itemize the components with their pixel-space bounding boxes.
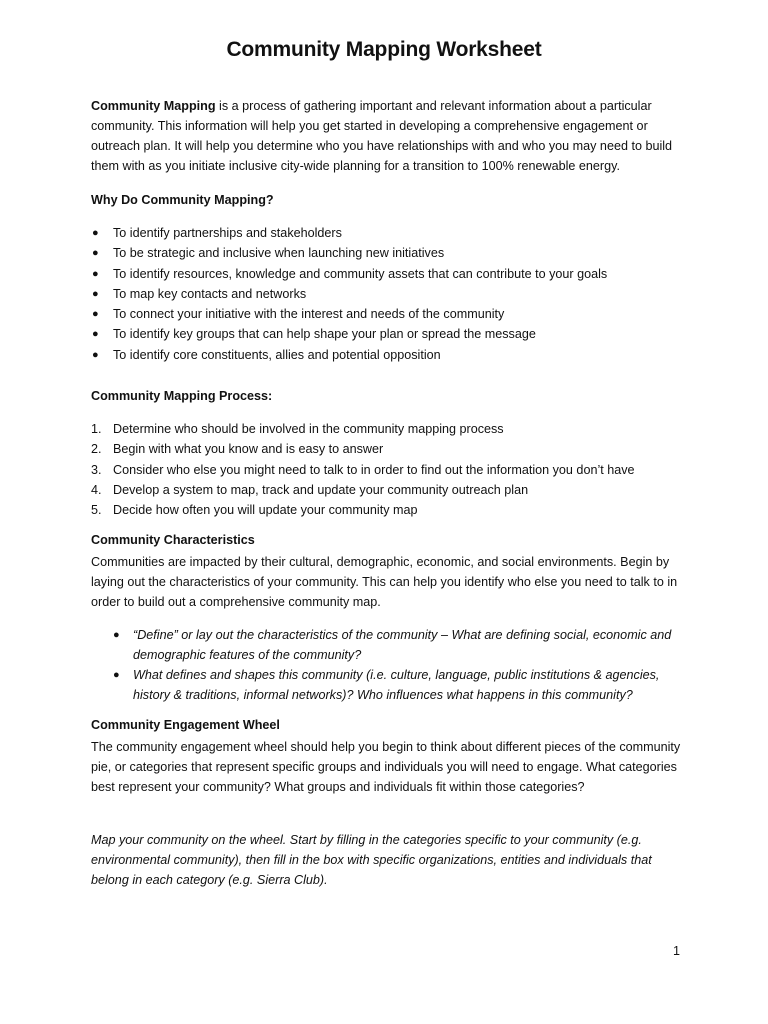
- bullet-icon: ●: [92, 348, 99, 361]
- list-item: ● What defines and shapes this community (i.e. culture, language, public institutions & agencies, history & traditions, informal networks)? Who influences what happens in this community?: [113, 665, 673, 705]
- page-title: Community Mapping Worksheet: [226, 38, 542, 61]
- list-item: 3. Consider who else you might need to talk to in order to find out the information you don’t have: [91, 460, 691, 480]
- list-item: ● To identify partnerships and stakeholders: [91, 223, 691, 243]
- intro-paragraph: [91, 96, 681, 176]
- bullet-icon: ●: [92, 287, 99, 300]
- intro-text: is a process of gathering important and relevant information about a particular community. This information will help you get started in developing a comprehensive engagement or outreach plan. It will help you determine who you have relationships with and who you may need to build them with as you initiate inclusive city-wide planning for a transition to 100% renewable energy.: [91, 99, 673, 173]
- list-item: 1. Determine who should be involved in the community mapping process: [91, 419, 691, 439]
- list-number: 5.: [91, 503, 102, 518]
- process-list: [91, 419, 691, 520]
- bullet-icon: ●: [113, 629, 120, 641]
- why-list: [91, 223, 691, 365]
- list-item: 5. Decide how often you will update your community map: [91, 500, 691, 520]
- list-number: 2.: [91, 442, 102, 457]
- list-item: ● To connect your initiative with the interest and needs of the community: [91, 304, 691, 324]
- list-item: ● To be strategic and inclusive when launching new initiatives: [91, 243, 691, 263]
- process-heading: Community Mapping Process:: [91, 389, 273, 403]
- list-item: ● To identify core constituents, allies and potential opposition: [91, 345, 691, 365]
- bullet-icon: ●: [92, 328, 99, 341]
- bullet-icon: ●: [92, 247, 99, 260]
- characteristics-heading: Community Characteristics: [91, 533, 255, 547]
- list-item: ● “Define” or lay out the characteristics of the community – What are defining social, economic and demographic features of the community?: [113, 625, 673, 665]
- list-item: ● To identify resources, knowledge and community assets that can contribute to your goals: [91, 264, 691, 284]
- list-number: 1.: [91, 422, 102, 436]
- list-item: ● To identify key groups that can help shape your plan or spread the message: [91, 324, 691, 344]
- list-item: 4. Develop a system to map, track and update your community outreach plan: [91, 480, 691, 500]
- wheel-instruction: Map your community on the wheel. Start by filling in the categories specific to your community (e.g. environmental community), then fill in the box with specific organizations, entities and individuals that belong in each category (e.g. Sierra Club).: [91, 833, 652, 887]
- bullet-icon: ●: [92, 227, 99, 239]
- list-item: 2. Begin with what you know and is easy to answer: [91, 439, 691, 459]
- list-item: ● To map key contacts and networks: [91, 284, 691, 304]
- intro-lead: Community Mapping: [91, 99, 216, 113]
- page-number: 1: [672, 944, 680, 958]
- characteristics-list: [113, 625, 673, 705]
- bullet-icon: ●: [113, 669, 120, 681]
- bullet-icon: ●: [92, 267, 99, 280]
- wheel-heading: Community Engagement Wheel: [91, 718, 280, 732]
- list-number: 4.: [91, 482, 102, 497]
- why-heading: Why Do Community Mapping?: [91, 193, 274, 207]
- bullet-icon: ●: [92, 308, 99, 321]
- wheel-paragraph: The community engagement wheel should help you begin to think about different pieces of the community pie, or categories that represent specific groups and individuals you will need to engage. What categories best represent your community? What groups and individuals fit within those categories?: [91, 740, 681, 794]
- list-number: 3.: [91, 462, 102, 477]
- characteristics-paragraph: Communities are impacted by their cultural, demographic, economic, and social environments. Begin by laying out the characteristics of your community. This can help you identify who else you need to talk to in order to build out a comprehensive community map.: [91, 555, 678, 609]
